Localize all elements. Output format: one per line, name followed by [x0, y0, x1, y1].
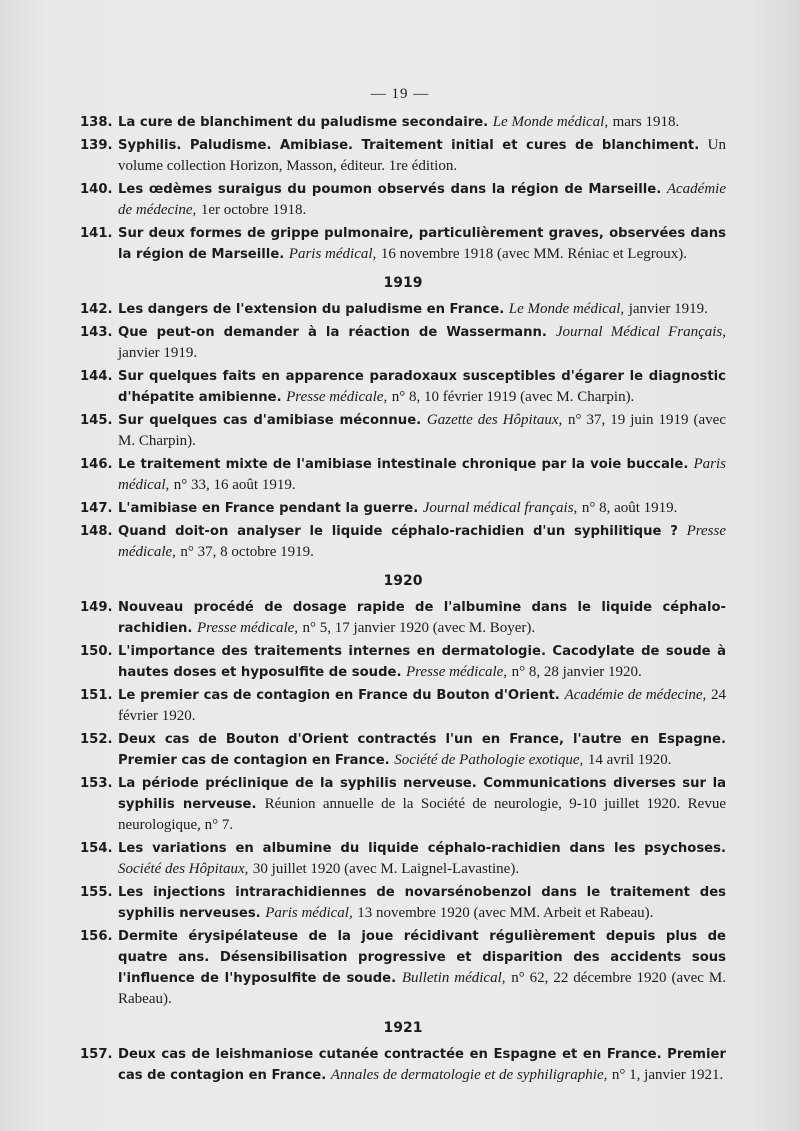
bibliography-entry — [80, 179, 726, 221]
entry-source: Société de Pathologie exotique, — [394, 752, 584, 768]
entry-source: Académie de médecine, — [118, 181, 726, 218]
entry-source: Paris médical, — [265, 905, 353, 921]
entry-title: Les œdèmes suraigus du poumon observés dans la région de Marseille. — [118, 182, 662, 197]
entry-number: 149. — [80, 600, 113, 615]
entry-number: 151. — [80, 688, 113, 703]
entry-number: 141. — [80, 226, 113, 241]
bibliography-entry — [80, 112, 726, 133]
entry-title: Que peut-on demander à la réaction de Wassermann. — [118, 325, 547, 340]
entry-title: Deux cas de Bouton d'Orient contractés l'un en France, l'autre en Espagne. Premier cas de contagion en France. — [118, 732, 726, 768]
entry-details: Un volume collection Horizon, Masson, éditeur. 1re édition. — [118, 137, 726, 174]
entry-title: Syphilis. Paludisme. Amibiase. Traitement initial et cures de blanchiment. — [118, 138, 700, 153]
entry-source: Paris médical, — [288, 246, 377, 262]
entry-number: 156. — [80, 929, 113, 944]
entry-number: 142. — [80, 302, 113, 317]
bibliography-entry — [80, 597, 726, 639]
bibliography-entry — [80, 410, 726, 452]
entry-title: Les dangers de l'extension du paludisme en France. — [118, 302, 505, 317]
bibliography-entry — [80, 521, 726, 563]
entry-details: 1er octobre 1918. — [200, 202, 307, 218]
entry-details: n° 8, 10 février 1919 (avec M. Charpin). — [391, 389, 635, 405]
bibliography-entry — [80, 223, 726, 265]
entry-number: 157. — [80, 1047, 113, 1062]
entry-title: Sur quelques faits en apparence paradoxaux susceptibles d'égarer le diagnostic d'hépatite amibienne. — [118, 369, 726, 405]
entry-details: Réunion annuelle de la Société de neurologie, 9-10 juillet 1920. Revue neurologique, n° 7. — [118, 796, 726, 833]
entry-source: Journal médical français, — [422, 500, 578, 516]
entry-source: Presse médicale, — [196, 620, 299, 636]
entry-number: 148. — [80, 524, 113, 539]
entry-details: n° 1, janvier 1921. — [611, 1067, 724, 1083]
bibliography-entry — [80, 729, 726, 771]
entry-details: 30 juillet 1920 (avec M. Laignel-Lavastine). — [252, 861, 520, 877]
bibliography-entry — [80, 926, 726, 1010]
entry-source: Annales de dermatologie et de syphiligraphie, — [330, 1067, 608, 1083]
entry-number: 140. — [80, 182, 113, 197]
entry-number: 152. — [80, 732, 113, 747]
entry-source: Journal Médical Français, — [555, 324, 726, 340]
entry-title: Sur deux formes de grippe pulmonaire, particulièrement graves, observées dans la région de Marseille. — [118, 226, 726, 262]
entry-number: 144. — [80, 369, 113, 384]
entry-number: 154. — [80, 841, 113, 856]
entry-source: Le Monde médical, — [508, 301, 625, 317]
bibliography-entry — [80, 454, 726, 496]
entry-details: janvier 1919. — [118, 345, 198, 361]
entry-number: 143. — [80, 325, 113, 340]
entry-title: Le traitement mixte de l'amibiase intestinale chronique par la voie buccale. — [118, 457, 689, 472]
entry-details: 14 avril 1920. — [587, 752, 672, 768]
entry-source: Presse médicale, — [286, 389, 388, 405]
bibliography-entry — [80, 773, 726, 836]
entry-source: Bulletin médical, — [401, 970, 506, 986]
entry-title: Les variations en albumine du liquide céphalo-rachidien dans les psychoses. — [118, 841, 726, 856]
bibliography-entry — [80, 1044, 726, 1086]
entry-title: La période préclinique de la syphilis nerveuse. Communications diverses sur la syphilis nerveuse. — [118, 776, 726, 812]
entry-source: Presse médicale, — [405, 664, 508, 680]
bibliography-list — [80, 112, 726, 1088]
entry-source: Le Monde médical, — [492, 114, 609, 130]
entry-details: n° 8, 28 janvier 1920. — [511, 664, 642, 680]
year-heading: 1921 — [383, 1020, 423, 1036]
bibliography-entry — [80, 322, 726, 364]
bibliography-entry — [80, 685, 726, 727]
entry-source: Presse médicale, — [118, 523, 727, 560]
entry-details: mars 1918. — [612, 114, 680, 130]
entry-details: janvier 1919. — [628, 301, 708, 317]
entry-title: L'importance des traitements internes en dermatologie. Cacodylate de soude à hautes doses et hyposulfite de soude. — [118, 644, 726, 680]
entry-details: 13 novembre 1920 (avec MM. Arbeit et Rabeau). — [357, 905, 654, 921]
entry-title: Les injections intrarachidiennes de novarsénobenzol dans le traitement des syphilis nerveuses. — [118, 885, 726, 921]
entry-details: 24 février 1920. — [118, 687, 726, 724]
entry-number: 139. — [80, 138, 113, 153]
entry-source: Gazette des Hôpitaux, — [426, 412, 563, 428]
entry-number: 155. — [80, 885, 113, 900]
bibliography-entry — [80, 135, 726, 177]
entry-number: 146. — [80, 457, 113, 472]
bibliography-entry — [80, 838, 726, 880]
entry-number: 138. — [80, 115, 113, 130]
entry-number: 147. — [80, 501, 113, 516]
entry-details: n° 62, 22 décembre 1920 (avec M. Rabeau). — [118, 970, 726, 1007]
entry-title: Quand doit-on analyser le liquide céphalo-rachidien d'un syphilitique ? — [118, 524, 678, 539]
entry-details: 16 novembre 1918 (avec MM. Réniac et Legroux). — [380, 246, 687, 262]
bibliography-entry — [80, 498, 726, 519]
entry-source: Académie de médecine, — [564, 687, 707, 703]
entry-title: Sur quelques cas d'amibiase méconnue. — [118, 413, 422, 428]
entry-number: 150. — [80, 644, 113, 659]
entry-title: L'amibiase en France pendant la guerre. — [118, 501, 419, 516]
entry-title: La cure de blanchiment du paludisme secondaire. — [118, 115, 489, 130]
entry-details: n° 37, 8 octobre 1919. — [180, 544, 314, 560]
bibliography-entry — [80, 366, 726, 408]
entry-details: n° 5, 17 janvier 1920 (avec M. Boyer). — [302, 620, 536, 636]
page-number: — 19 — — [370, 86, 430, 102]
entry-source: Société des Hôpitaux, — [118, 861, 249, 877]
bibliography-entry — [80, 882, 726, 924]
entry-source: Paris médical, — [118, 456, 726, 493]
bibliography-entry — [80, 641, 726, 683]
entry-title: Nouveau procédé de dosage rapide de l'albumine dans le liquide céphalo-rachidien. — [118, 600, 726, 636]
entry-title: Deux cas de leishmaniose cutanée contractée en Espagne et en France. Premier cas de contagion en France. — [118, 1047, 726, 1083]
entry-title: Le premier cas de contagion en France du Bouton d'Orient. — [118, 688, 560, 703]
bibliography-entry — [80, 299, 726, 320]
entry-details: n° 33, 16 août 1919. — [173, 477, 296, 493]
year-heading: 1920 — [383, 573, 423, 589]
entry-details: n° 8, août 1919. — [581, 500, 678, 516]
entry-title: Dermite érysipélateuse de la joue récidivant régulièrement depuis plus de quatre ans. Désensibilisation progressive et disparition des accidents sous l'influence de l'hyposulfite de soude. — [118, 929, 726, 986]
entry-number: 153. — [80, 776, 113, 791]
entry-number: 145. — [80, 413, 113, 428]
entry-details: n° 37, 19 juin 1919 (avec M. Charpin). — [118, 412, 726, 449]
year-heading: 1919 — [383, 275, 423, 291]
